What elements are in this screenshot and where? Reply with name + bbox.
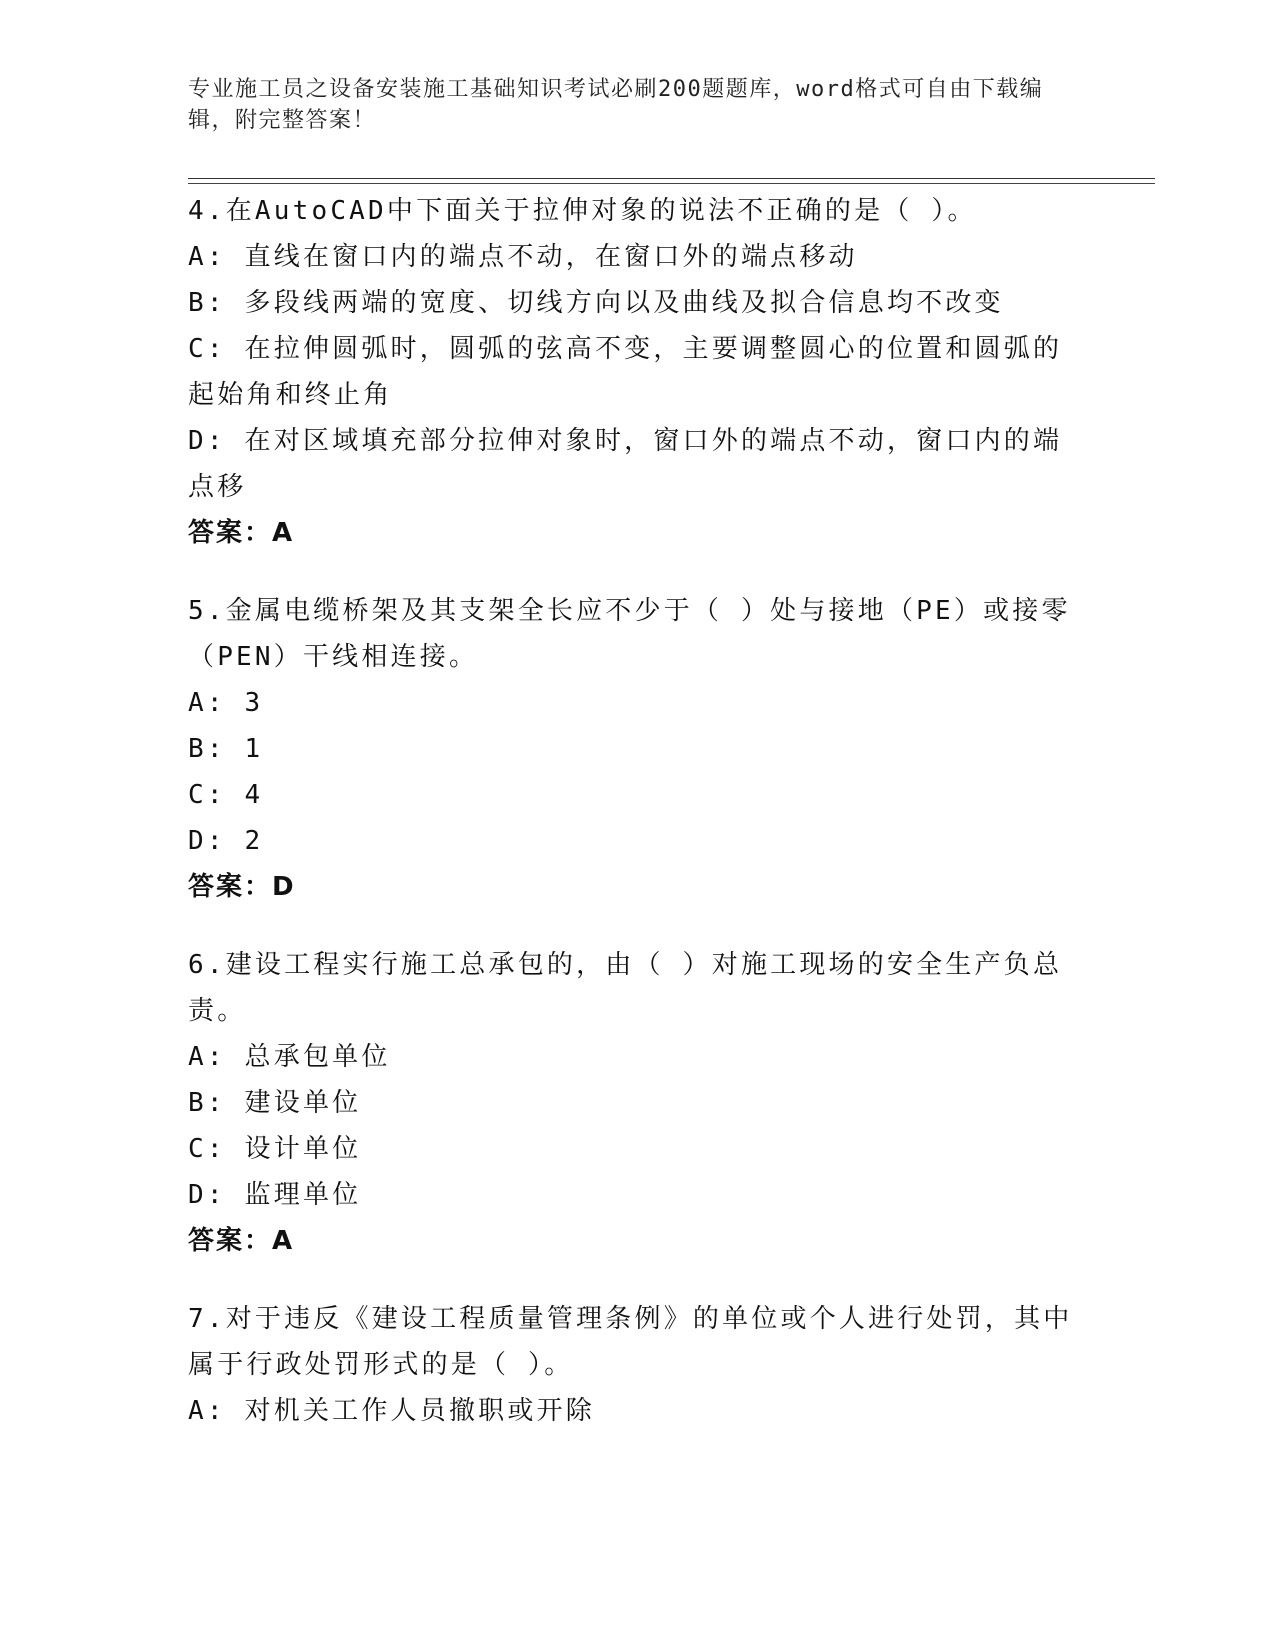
option-b: B: 建设单位 bbox=[188, 1088, 362, 1118]
option-d: D: 2 bbox=[188, 826, 264, 856]
option-d: D: 监理单位 bbox=[188, 1180, 362, 1210]
question-6 bbox=[188, 942, 1078, 1264]
option-c: C: 4 bbox=[188, 780, 264, 810]
header-divider-thin bbox=[188, 183, 1155, 184]
answer-value: A bbox=[272, 518, 295, 548]
option-d: D: 在对区域填充部分拉伸对象时，窗口外的端点不动，窗口内的端点移 bbox=[188, 426, 1063, 502]
option-a: A: 总承包单位 bbox=[188, 1042, 391, 1072]
answer-line bbox=[188, 1218, 1078, 1264]
question-list bbox=[188, 188, 1078, 1466]
question-stem: 6.建设工程实行施工总承包的，由（ ）对施工现场的安全生产负总责。 bbox=[188, 950, 1063, 1026]
answer-line bbox=[188, 510, 1078, 556]
option-a: A: 对机关工作人员撤职或开除 bbox=[188, 1396, 595, 1426]
option-c: C: 设计单位 bbox=[188, 1134, 362, 1164]
question-stem: 5.金属电缆桥架及其支架全长应不少于（ ）处与接地（PE）或接零（PEN）干线相连接。 bbox=[188, 596, 1071, 672]
answer-label: 答案： bbox=[188, 872, 273, 902]
option-c: C: 在拉伸圆弧时，圆弧的弦高不变，主要调整圆心的位置和圆弧的起始角和终止角 bbox=[188, 334, 1063, 410]
option-a: A: 直线在窗口内的端点不动，在窗口外的端点移动 bbox=[188, 242, 858, 272]
question-7 bbox=[188, 1296, 1078, 1434]
option-b: B: 多段线两端的宽度、切线方向以及曲线及拟合信息均不改变 bbox=[188, 288, 1004, 318]
answer-value: D bbox=[272, 872, 296, 902]
option-a: A: 3 bbox=[188, 688, 264, 718]
answer-label: 答案： bbox=[188, 1226, 273, 1256]
answer-value: A bbox=[272, 1226, 295, 1256]
question-5 bbox=[188, 588, 1078, 910]
option-b: B: 1 bbox=[188, 734, 264, 764]
question-stem: 7.对于违反《建设工程质量管理条例》的单位或个人进行处罚，其中属于行政处罚形式的是（ ）。 bbox=[188, 1304, 1073, 1380]
answer-line bbox=[188, 864, 1078, 910]
document-header: 专业施工员之设备安装施工基础知识考试必刷200题题库，word格式可自由下载编辑，附完整答案！ bbox=[188, 77, 1044, 133]
question-stem: 4.在AutoCAD中下面关于拉伸对象的说法不正确的是（ ）。 bbox=[188, 196, 977, 226]
header-divider-thick bbox=[188, 178, 1155, 179]
answer-label: 答案： bbox=[188, 518, 273, 548]
question-4 bbox=[188, 188, 1078, 556]
